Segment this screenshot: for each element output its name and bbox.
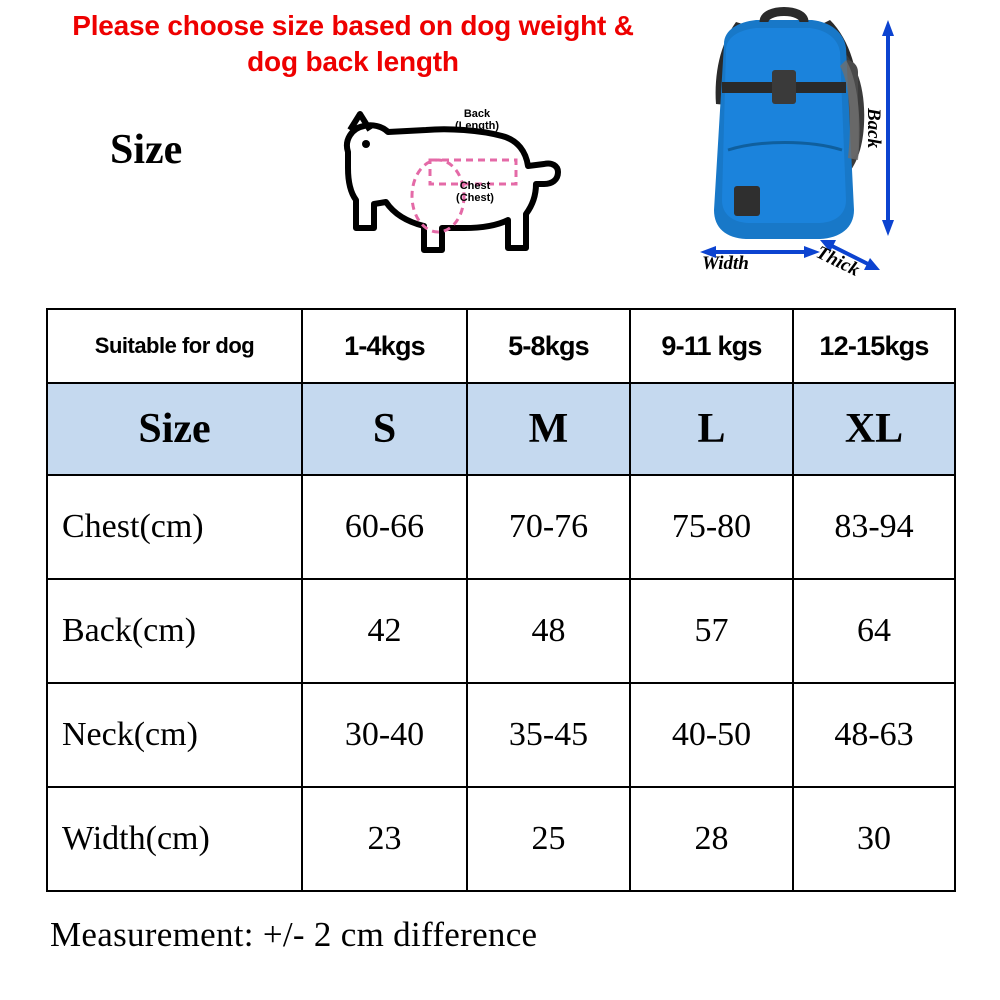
cell-neck-m: 35-45 (467, 683, 630, 787)
size-title: Size (110, 127, 183, 173)
cell-chest-l: 75-80 (630, 475, 793, 579)
cell-chest-s: 60-66 (302, 475, 467, 579)
cell-weight-l: 9-11 kgs (630, 309, 793, 383)
table-row-chest (47, 475, 955, 579)
table-row-size (47, 383, 955, 475)
cell-weight-s: 1-4kgs (302, 309, 467, 383)
page-headline: Please choose size based on dog weight & dog back length (72, 10, 634, 77)
cell-width-header: Width(cm) (47, 787, 302, 891)
size-chart-table (46, 308, 956, 892)
cell-neck-l: 40-50 (630, 683, 793, 787)
cell-back-m: 48 (467, 579, 630, 683)
cell-size-m: M (467, 383, 630, 475)
cell-weight-xl: 12-15kgs (793, 309, 955, 383)
cell-back-xl: 64 (793, 579, 955, 683)
backpack-width-label: Width (702, 253, 749, 274)
cell-neck-xl: 48-63 (793, 683, 955, 787)
dog-measurement-diagram (330, 100, 590, 280)
cell-chest-m: 70-76 (467, 475, 630, 579)
cell-back-s: 42 (302, 579, 467, 683)
cell-size-xl: XL (793, 383, 955, 475)
table-row-weights (47, 309, 955, 383)
backpack-back-label: Back (863, 108, 884, 149)
cell-back-header: Back(cm) (47, 579, 302, 683)
table-row-back (47, 579, 955, 683)
cell-size-s: S (302, 383, 467, 475)
cell-width-xl: 30 (793, 787, 955, 891)
cell-neck-header: Neck(cm) (47, 683, 302, 787)
diagram-back-label: Back (Length) (455, 108, 499, 133)
cell-chest-xl: 83-94 (793, 475, 955, 579)
cell-size-header: Size (47, 383, 302, 475)
cell-chest-header: Chest(cm) (47, 475, 302, 579)
backpack-thick-label: Thick (812, 242, 863, 281)
cell-weights-header: Suitable for dog (47, 309, 302, 383)
cell-back-l: 57 (630, 579, 793, 683)
cell-width-m: 25 (467, 787, 630, 891)
cell-size-l: L (630, 383, 793, 475)
table-row-width (47, 787, 955, 891)
cell-weight-m: 5-8kgs (467, 309, 630, 383)
cell-width-l: 28 (630, 787, 793, 891)
table-row-neck (47, 683, 955, 787)
cell-neck-s: 30-40 (302, 683, 467, 787)
cell-width-s: 23 (302, 787, 467, 891)
diagram-chest-label: Chest (Chest) (456, 180, 494, 205)
measurement-note: Measurement: +/- 2 cm difference (50, 915, 538, 954)
